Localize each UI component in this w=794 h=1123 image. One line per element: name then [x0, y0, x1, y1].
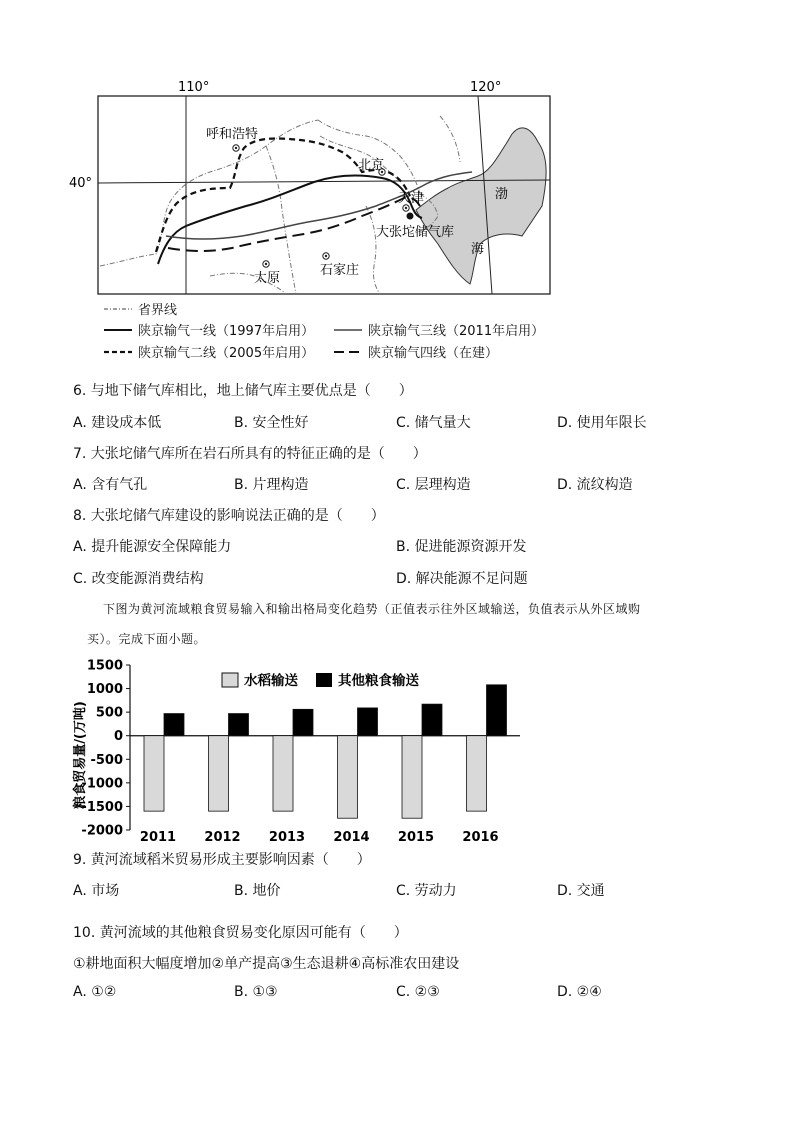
bar-rice-2015 [402, 736, 422, 819]
question-9-option-a[interactable]: A. 市场 [73, 883, 120, 899]
question-8-option-a[interactable]: A. 提升能源安全保障能力 [73, 539, 232, 555]
label-dazhangtuo: 大张坨储气库 [376, 225, 455, 240]
legend-line-1: 陕京输气一线（1997年启用） [138, 324, 315, 339]
question-7-option-d[interactable]: D. 流纹构造 [557, 477, 633, 493]
question-10-option-b[interactable]: B. ①③ [234, 984, 278, 1000]
question-6-option-b[interactable]: B. 安全性好 [234, 415, 309, 431]
bar-rice-2012 [209, 736, 229, 811]
pipeline-map [60, 76, 560, 298]
x-tick-label-2016: 2016 [462, 830, 499, 845]
question-7-option-b[interactable]: B. 片理构造 [234, 477, 309, 493]
label-sea-2: 海 [471, 242, 485, 257]
chart-intro-line-1: 下图为黄河流域粮食贸易输入和输出格局变化趋势（正值表示往外区域输送，负值表示从外区域购 [103, 602, 641, 616]
question-6-option-d[interactable]: D. 使用年限长 [557, 415, 647, 431]
question-10-option-d[interactable]: D. ②④ [557, 984, 602, 1000]
y-tick-label: -1500 [81, 799, 123, 815]
question-9-option-b[interactable]: B. 地价 [234, 883, 281, 899]
label-shijiazhuang: 石家庄 [320, 263, 360, 278]
legend-line-4: 陕京输气四线（在建） [368, 346, 499, 361]
legend-label-rice: 水稻输送 [244, 673, 298, 689]
x-tick-label-2013: 2013 [268, 830, 306, 845]
bar-other-2012 [229, 714, 249, 736]
legend-swatch-other [316, 673, 332, 687]
city-marker-hohhot [233, 145, 239, 151]
bar-other-2014 [358, 708, 378, 736]
question-10-option-c[interactable]: C. ②③ [396, 984, 440, 1000]
city-marker-shijiazhuang [323, 253, 329, 259]
question-9-option-d[interactable]: D. 交通 [557, 883, 605, 899]
question-7-stem: 7. 大张坨储气库所在岩石所具有的特征正确的是（ ） [73, 446, 427, 462]
question-6-option-a[interactable]: A. 建设成本低 [73, 415, 162, 431]
question-9-option-c[interactable]: C. 劳动力 [396, 883, 457, 899]
x-tick-label-2015: 2015 [397, 830, 435, 845]
y-tick-label: 0 [113, 729, 123, 745]
label-lon-120: 120° [470, 80, 502, 95]
bar-other-2013 [293, 709, 313, 735]
y-tick-label: 500 [95, 705, 123, 721]
y-tick-label: -1000 [81, 776, 123, 792]
grain-trade-chart [60, 655, 540, 845]
y-tick-label: 1000 [86, 682, 123, 698]
question-7-option-c[interactable]: C. 层理构造 [396, 477, 471, 493]
bar-rice-2013 [273, 736, 293, 811]
question-8-option-d[interactable]: D. 解决能源不足问题 [396, 571, 528, 587]
bar-other-2015 [422, 704, 442, 736]
x-tick-label-2011: 2011 [139, 830, 177, 845]
legend-boundary: 省界线 [138, 303, 178, 318]
label-sea-1: 渤 [495, 187, 509, 202]
bar-rice-2011 [144, 736, 164, 811]
question-6-stem: 6. 与地下储气库相比，地上储气库主要优点是（ ） [73, 383, 413, 399]
chart-intro-line-2: 买）。完成下面小题。 [87, 632, 207, 646]
city-marker-taiyuan [263, 261, 269, 267]
legend-line-3: 陕京输气三线（2011年启用） [368, 324, 545, 339]
question-8-option-c[interactable]: C. 改变能源消费结构 [73, 571, 204, 587]
city-marker-dazhangtuo [407, 213, 414, 220]
question-8-option-b[interactable]: B. 促进能源资源开发 [396, 539, 527, 555]
legend-label-other: 其他粮食输送 [338, 673, 419, 689]
x-tick-label-2012: 2012 [204, 830, 241, 845]
bar-other-2011 [164, 714, 184, 736]
label-beijing: 北京 [358, 158, 385, 173]
chart-y-axis-label: 粮食贸易量/(万吨) [73, 701, 88, 809]
bar-rice-2016 [467, 736, 487, 811]
bar-rice-2014 [338, 736, 358, 819]
y-tick-label: -500 [90, 752, 123, 768]
label-lon-110: 110° [178, 80, 210, 95]
question-8-stem: 8. 大张坨储气库建设的影响说法正确的是（ ） [73, 508, 385, 524]
label-lat-40: 40° [69, 176, 93, 191]
question-10-statements: ①耕地面积大幅度增加②单产提高③生态退耕④高标准农田建设 [73, 956, 460, 972]
question-10-option-a[interactable]: A. ①② [73, 984, 117, 1000]
question-9-stem: 9. 黄河流域稻米贸易形成主要影响因素（ ） [73, 852, 371, 868]
question-6-option-c[interactable]: C. 储气量大 [396, 415, 471, 431]
legend-swatch-rice [222, 673, 238, 687]
question-7-option-a[interactable]: A. 含有气孔 [73, 477, 148, 493]
x-tick-label-2014: 2014 [333, 830, 370, 845]
label-taiyuan: 太原 [254, 271, 281, 286]
question-10-stem: 10. 黄河流域的其他粮食贸易变化原因可能有（ ） [73, 925, 408, 941]
label-tianjin: 天津 [398, 191, 425, 206]
legend-line-2: 陕京输气二线（2005年启用） [138, 346, 315, 361]
bar-other-2016 [487, 685, 507, 736]
y-tick-label: -2000 [81, 823, 123, 839]
y-tick-label: 1500 [86, 658, 123, 674]
label-hohhot: 呼和浩特 [206, 127, 259, 142]
